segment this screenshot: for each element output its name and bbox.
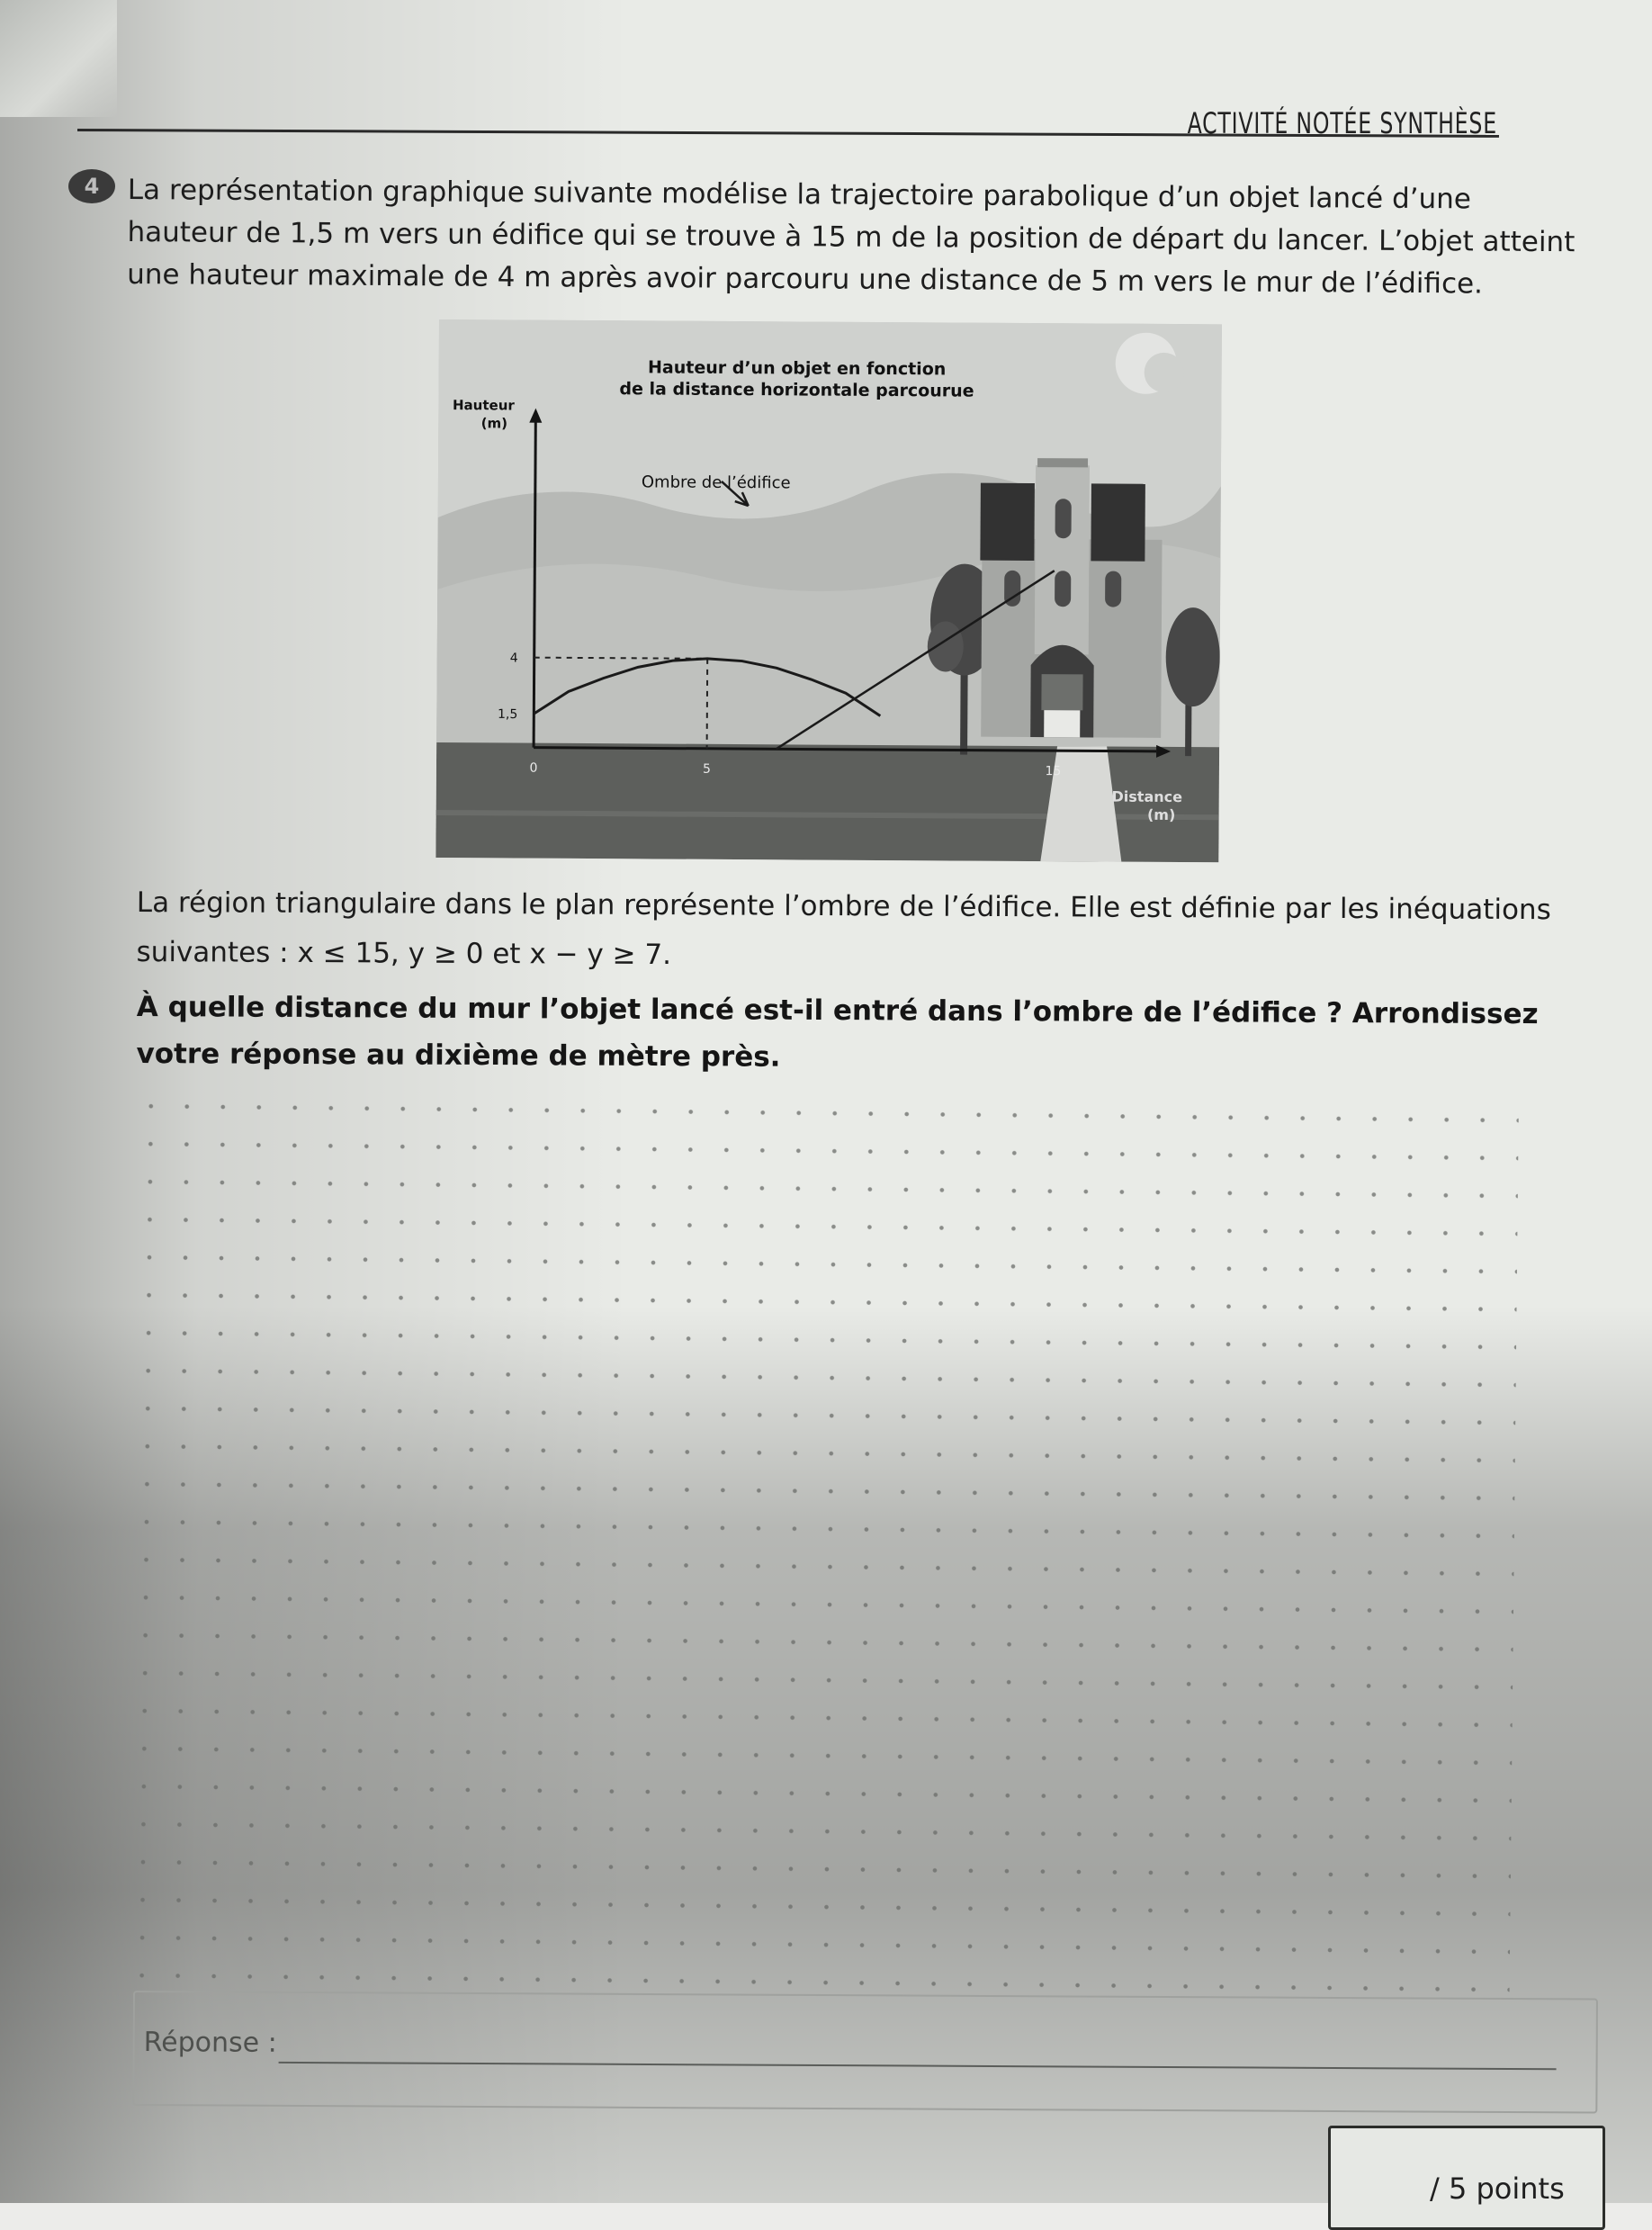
question-prompt bbox=[136, 984, 1539, 1084]
paragraph-line: La région triangulaire dans le plan représente l’ombre de l’édifice. Elle est définie par les inéquations bbox=[136, 886, 1551, 927]
question-number-badge bbox=[68, 169, 115, 203]
question-line: votre réponse au dixième de mètre près. bbox=[136, 1037, 781, 1074]
intro-line: une hauteur maximale de 4 m après avoir parcouru une distance de 5 m vers le mur de l’édifice. bbox=[127, 257, 1484, 301]
roof-left bbox=[980, 483, 1035, 561]
roof-right bbox=[1091, 483, 1145, 561]
y-axis-unit: (m) bbox=[480, 415, 508, 432]
window bbox=[1055, 499, 1072, 538]
figure-title-line1: Hauteur d’un objet en fonction bbox=[647, 357, 947, 380]
question-line: À quelle distance du mur l’objet lancé est-il entré dans l’ombre de l’édifice ? Arrondissez bbox=[136, 990, 1539, 1031]
points-box bbox=[1328, 2126, 1605, 2230]
answer-label: Réponse : bbox=[143, 2027, 277, 2059]
tree-trunk bbox=[960, 670, 968, 755]
intro-line: La représentation graphique suivante modélise la trajectoire parabolique d’un objet lancé d’une bbox=[127, 173, 1472, 216]
building bbox=[979, 458, 1163, 738]
paragraph-line: suivantes : x ≤ 15, y ≥ 0 et x − y ≥ 7. bbox=[136, 935, 672, 972]
window bbox=[1055, 571, 1071, 607]
tower bbox=[1035, 465, 1090, 654]
x-tick-label: 15 bbox=[1045, 764, 1062, 779]
sun-shade bbox=[1145, 353, 1184, 392]
x-axis-label: Distance bbox=[1111, 787, 1183, 806]
answer-box[interactable] bbox=[132, 1991, 1598, 2114]
activity-header: ACTIVITÉ NOTÉE SYNTHÈSE bbox=[1187, 106, 1497, 140]
entrance-light bbox=[1044, 710, 1080, 737]
figure-svg bbox=[435, 319, 1222, 862]
page-corner-shadow bbox=[0, 0, 117, 117]
shadow-label: Ombre de l’édifice bbox=[641, 472, 791, 493]
y-axis-label: Hauteur bbox=[452, 397, 515, 414]
y-tick-label: 1,5 bbox=[498, 706, 518, 723]
y-tick-label: 4 bbox=[509, 651, 518, 666]
tower-top bbox=[1037, 458, 1088, 467]
region-description bbox=[136, 878, 1551, 985]
window bbox=[1105, 571, 1121, 607]
figure-title-line2: de la distance horizontale parcourue bbox=[619, 379, 974, 401]
answer-line[interactable] bbox=[279, 2062, 1557, 2070]
tree-foliage bbox=[928, 621, 964, 671]
working-space-dot-grid[interactable] bbox=[123, 1087, 1519, 2019]
max-distance-guide bbox=[707, 659, 708, 749]
question-number: 4 bbox=[84, 174, 100, 199]
x-tick-label: 5 bbox=[702, 761, 711, 777]
problem-statement bbox=[127, 169, 1576, 306]
intro-line: hauteur de 1,5 m vers un édifice qui se trouve à 15 m de la position de départ du lancer. L’objet atteint bbox=[127, 215, 1576, 259]
trajectory-figure bbox=[435, 319, 1222, 862]
x-tick-label: 0 bbox=[529, 760, 538, 776]
entrance-door bbox=[1041, 674, 1082, 710]
points-label: / 5 points bbox=[1430, 2172, 1565, 2206]
x-axis-unit: (m) bbox=[1146, 805, 1176, 824]
